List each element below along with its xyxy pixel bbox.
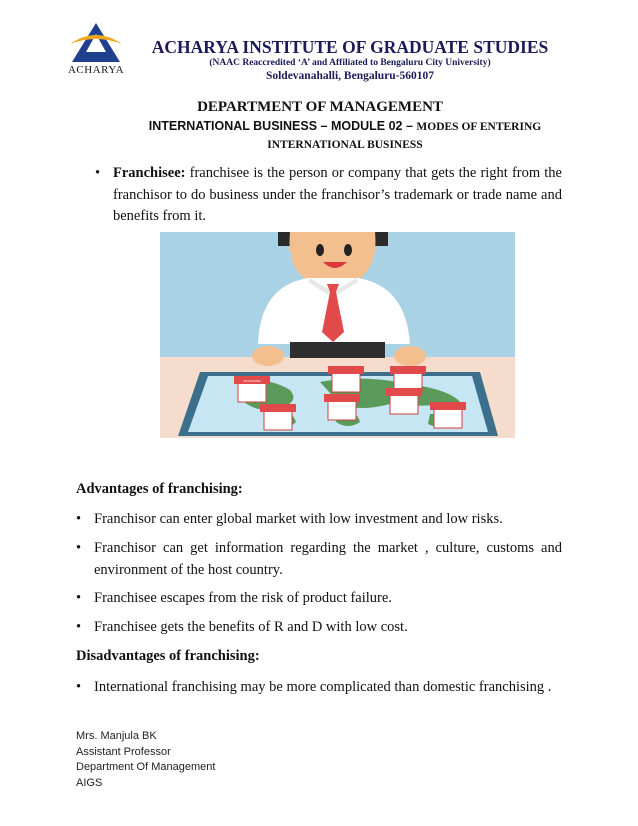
bullet-dot: • xyxy=(95,165,101,181)
bullet-dot: • xyxy=(76,619,82,635)
footer-department: Department Of Management xyxy=(76,761,216,773)
bullet-dot: • xyxy=(76,590,82,606)
disadvantages-heading: Disadvantages of franchising: xyxy=(76,648,260,664)
definition-term: Franchisee: xyxy=(113,165,186,181)
advantage-text: Franchisee escapes from the risk of product failure. xyxy=(94,590,392,606)
definition-bullet xyxy=(95,163,562,228)
accreditation-line: (NAAC Reaccredited ‘A’ and Affiliated to Bengaluru City University) xyxy=(209,58,491,68)
bullet-dot: • xyxy=(76,679,82,695)
footer-role: Assistant Professor xyxy=(76,745,171,758)
module-title xyxy=(140,118,550,154)
footer-signature xyxy=(76,729,215,791)
advantage-text: Franchisee gets the benefits of R and D with low cost. xyxy=(94,619,408,635)
advantage-item xyxy=(76,538,562,581)
franchise-illustration xyxy=(160,232,515,438)
disadvantage-text: International franchising may be more complicated than domestic franchising . xyxy=(94,679,552,695)
logo-text: ACHARYA xyxy=(67,64,125,76)
bullet-dot: • xyxy=(76,540,82,556)
module-title-part1: INTERNATIONAL BUSINESS – MODULE 02 – xyxy=(148,119,417,133)
module-title-part3: INTERNATIONAL BUSINESS xyxy=(267,139,423,151)
shop-sign: FRANCHISE xyxy=(243,379,261,383)
footer-org: AIGS xyxy=(76,776,103,789)
advantage-item xyxy=(76,617,562,639)
module-title-part2: MODES OF ENTERING xyxy=(416,121,542,133)
advantage-item xyxy=(76,509,562,531)
advantages-heading: Advantages of franchising: xyxy=(76,481,243,497)
footer-name: Mrs. Manjula BK xyxy=(76,730,157,742)
disadvantage-item xyxy=(76,677,564,699)
bullet-dot: • xyxy=(76,511,82,527)
definition-text: franchisee is the person or company that gets the right from the franchisor to do business under the franchisor’s trademark or trade name and benefits from it. xyxy=(113,165,562,224)
department-title: DEPARTMENT OF MANAGEMENT xyxy=(197,99,443,115)
institute-address: Soldevanahalli, Bengaluru-560107 xyxy=(265,70,435,82)
advantage-text: Franchisor can get information regarding the market , culture, customs and environment of the host country. xyxy=(94,540,562,578)
institute-name: ACHARYA INSTITUTE OF GRADUATE STUDIES xyxy=(151,37,549,57)
advantage-text: Franchisor can enter global market with low investment and low risks. xyxy=(94,511,503,527)
advantage-item xyxy=(76,588,562,610)
